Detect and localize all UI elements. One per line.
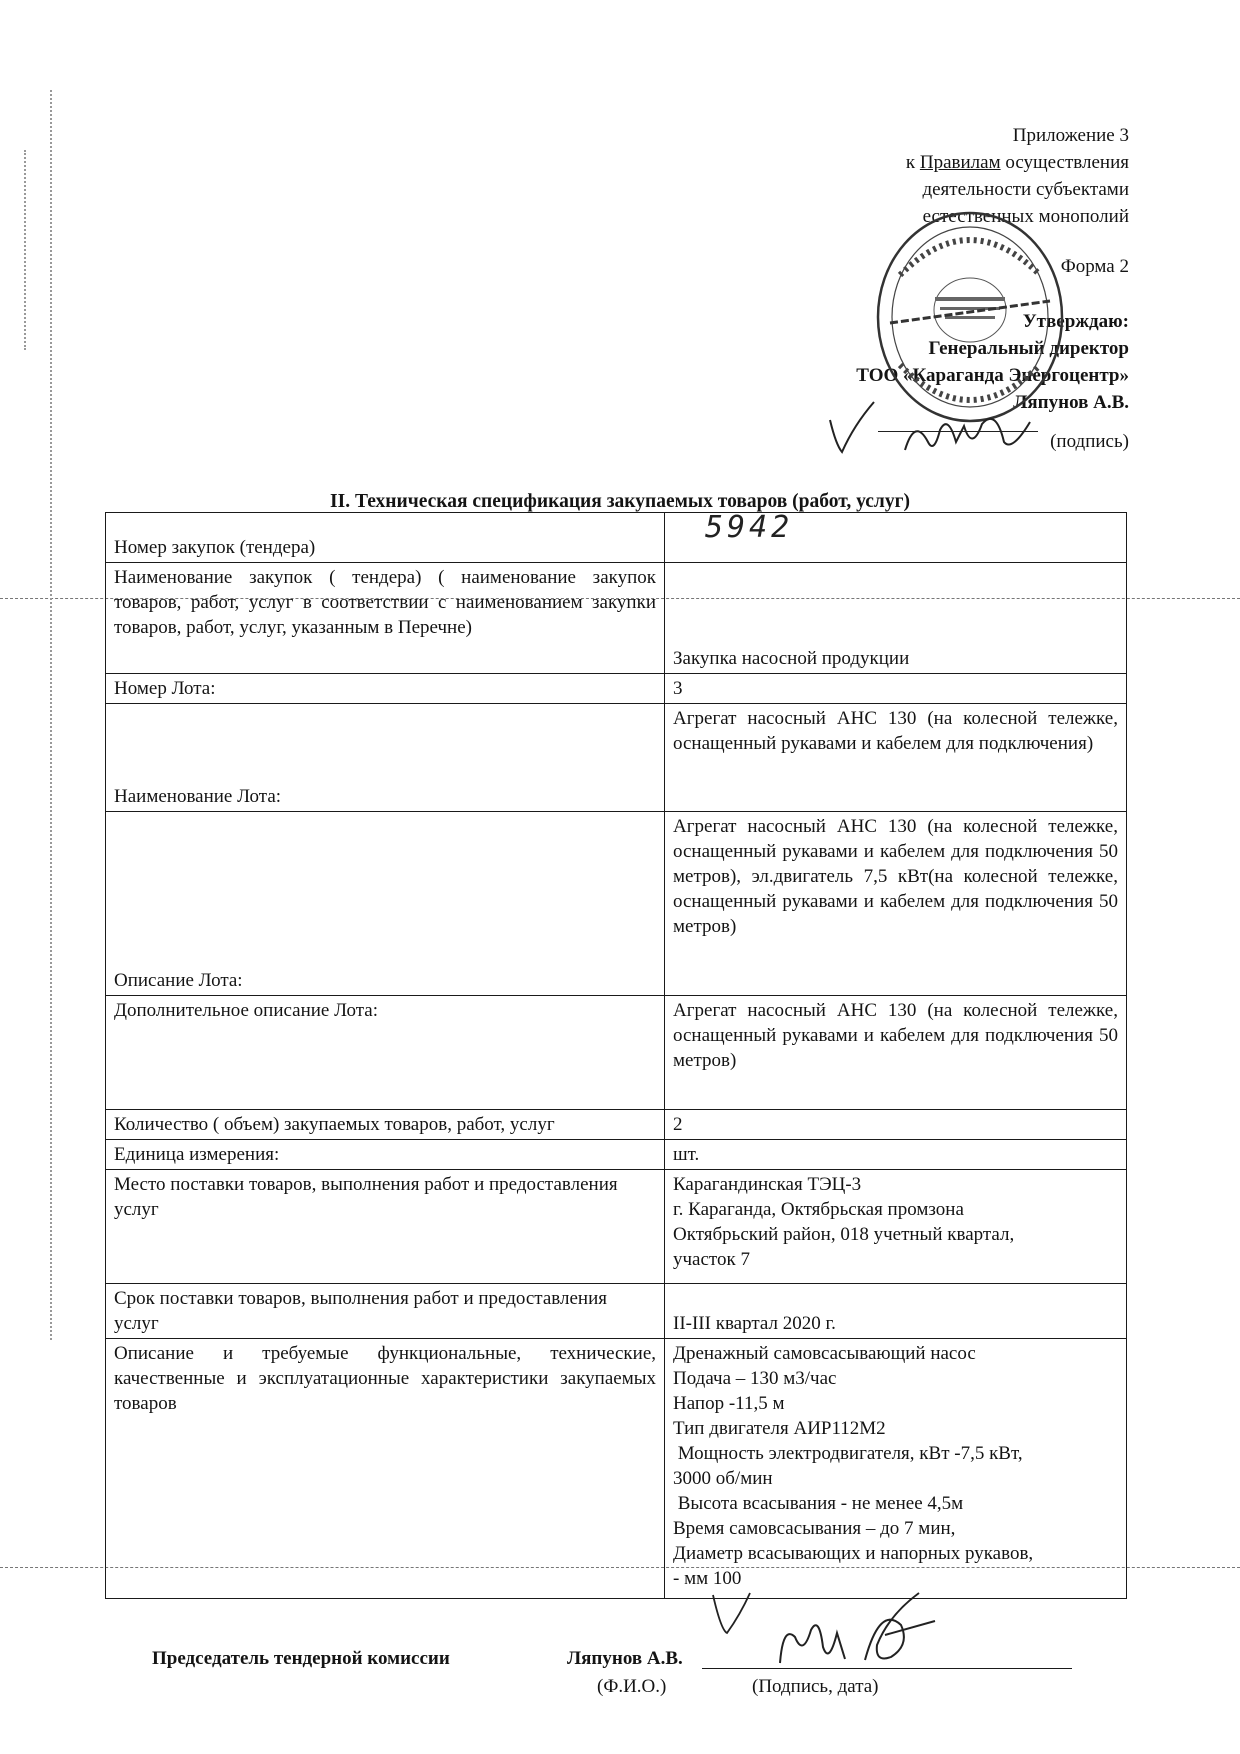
approver-position: Генеральный директор bbox=[928, 338, 1129, 359]
row-value: 3 bbox=[665, 674, 1127, 704]
row-label: Количество ( объем) закупаемых товаров, работ, услуг bbox=[106, 1110, 665, 1140]
spec-line: Диаметр всасывающих и напорных рукавов, bbox=[673, 1543, 1034, 1564]
header-line-3: деятельности субъектами bbox=[922, 179, 1129, 200]
row-value: Агрегат насосный АНС 130 (на колесной тележке, оснащенный рукавами и кабелем для подключения 50 метров) bbox=[665, 996, 1127, 1110]
table-row bbox=[106, 1140, 1127, 1170]
document-title: II. Техническая спецификация закупаемых товаров (работ, услуг) bbox=[330, 491, 910, 512]
delivery-line: Октябрьский район, 018 учетный квартал, bbox=[673, 1224, 1015, 1245]
spec-line: Дренажный самовсасывающий насос bbox=[673, 1343, 976, 1364]
row-label: Срок поставки товаров, выполнения работ и предоставления услуг bbox=[106, 1284, 665, 1339]
table-row bbox=[106, 674, 1127, 704]
table-row bbox=[106, 1110, 1127, 1140]
table-row bbox=[106, 563, 1127, 674]
spec-line: Мощность электродвигателя, кВт -7,5 кВт, bbox=[673, 1443, 1023, 1464]
table-row bbox=[106, 812, 1127, 996]
rules-line: к Правилам осуществления bbox=[905, 152, 1129, 173]
approval-check-mark bbox=[826, 400, 886, 460]
chairman-label: Председатель тендерной комиссии bbox=[152, 1648, 450, 1669]
spec-line: Время самовсасывания – до 7 мин, bbox=[673, 1518, 956, 1539]
row-label: Описание и требуемые функциональные, технические, качественные и эксплуатационные характеристики закупаемых товаров bbox=[106, 1339, 665, 1599]
row-value bbox=[665, 1339, 1127, 1599]
spec-line: 3000 об/мин bbox=[673, 1468, 773, 1489]
spec-line: - мм 100 bbox=[673, 1568, 742, 1589]
row-value: шт. bbox=[665, 1140, 1127, 1170]
delivery-line: г. Караганда, Октябрьская промзона bbox=[673, 1199, 964, 1220]
spec-line: Высота всасывания - не менее 4,5м bbox=[673, 1493, 964, 1514]
spec-line: Тип двигателя АИР112М2 bbox=[673, 1418, 886, 1439]
table-row bbox=[106, 1339, 1127, 1599]
scan-dots-left-2 bbox=[24, 150, 26, 350]
scan-dots-left bbox=[50, 90, 52, 1340]
spec-line: Подача – 130 м3/час bbox=[673, 1368, 837, 1389]
tender-number-handwritten: 5942 bbox=[705, 510, 794, 545]
row-value bbox=[665, 510, 1127, 563]
approver-company: ТОО «Караганда Энергоцентр» bbox=[856, 365, 1129, 386]
technical-specification-table bbox=[105, 512, 1127, 1599]
table-row bbox=[106, 996, 1127, 1110]
row-value: II-III квартал 2020 г. bbox=[665, 1284, 1127, 1339]
row-label: Наименование закупок ( тендера) ( наименование закупок товаров, работ, услуг в соответствии с наименованием закупки товаров, работ, услуг, указанным в Перечне) bbox=[106, 563, 665, 674]
row-label: Наименование Лота: bbox=[106, 704, 665, 812]
delivery-line: участок 7 bbox=[673, 1249, 750, 1270]
row-label: Место поставки товаров, выполнения работ и предоставления услуг bbox=[106, 1170, 665, 1284]
table-row bbox=[106, 704, 1127, 812]
approver-name: Ляпунов А.В. bbox=[1013, 392, 1129, 413]
signature-caption: (подпись) bbox=[1050, 431, 1129, 452]
row-label: Описание Лота: bbox=[106, 812, 665, 996]
row-value: 2 bbox=[665, 1110, 1127, 1140]
row-value: Агрегат насосный АНС 130 (на колесной тележке, оснащенный рукавами и кабелем для подключения 50 метров), эл.двигатель 7,5 кВт(на колесной тележке, оснащенный рукавами и кабелем для подключения 50 метров) bbox=[665, 812, 1127, 996]
row-label: Номер Лота: bbox=[106, 674, 665, 704]
chairman-signature-line bbox=[702, 1668, 1072, 1669]
company-seal-stamp bbox=[870, 205, 1070, 435]
row-value: Агрегат насосный АНС 130 (на колесной тележке, оснащенный рукавами и кабелем для подключения) bbox=[665, 704, 1127, 812]
chairman-name: Ляпунов А.В. bbox=[567, 1648, 683, 1669]
form-number: Форма 2 bbox=[1060, 256, 1129, 277]
table-row bbox=[106, 513, 1127, 563]
approve-label: Утверждаю: bbox=[1022, 311, 1129, 332]
fio-caption: (Ф.И.О.) bbox=[597, 1676, 667, 1697]
chairman-signature bbox=[705, 1585, 955, 1670]
delivery-line: Карагандинская ТЭЦ-3 bbox=[673, 1174, 862, 1195]
row-label: Единица измерения: bbox=[106, 1140, 665, 1170]
table-row bbox=[106, 1170, 1127, 1284]
signature-date-caption: (Подпись, дата) bbox=[752, 1676, 879, 1697]
rules-link: Правилам bbox=[919, 152, 1001, 173]
row-label: Дополнительное описание Лота: bbox=[106, 996, 665, 1110]
spec-line: Напор -11,5 м bbox=[673, 1393, 785, 1414]
row-label: Номер закупок (тендера) bbox=[106, 513, 665, 563]
header-line-4: естественных монополий bbox=[922, 206, 1129, 227]
approval-signature-line bbox=[878, 431, 1038, 432]
approver-signature bbox=[900, 412, 1040, 457]
appendix-number: Приложение 3 bbox=[1012, 125, 1129, 146]
row-value bbox=[665, 1170, 1127, 1284]
table-row bbox=[106, 1284, 1127, 1339]
row-value: Закупка насосной продукции bbox=[665, 563, 1127, 674]
